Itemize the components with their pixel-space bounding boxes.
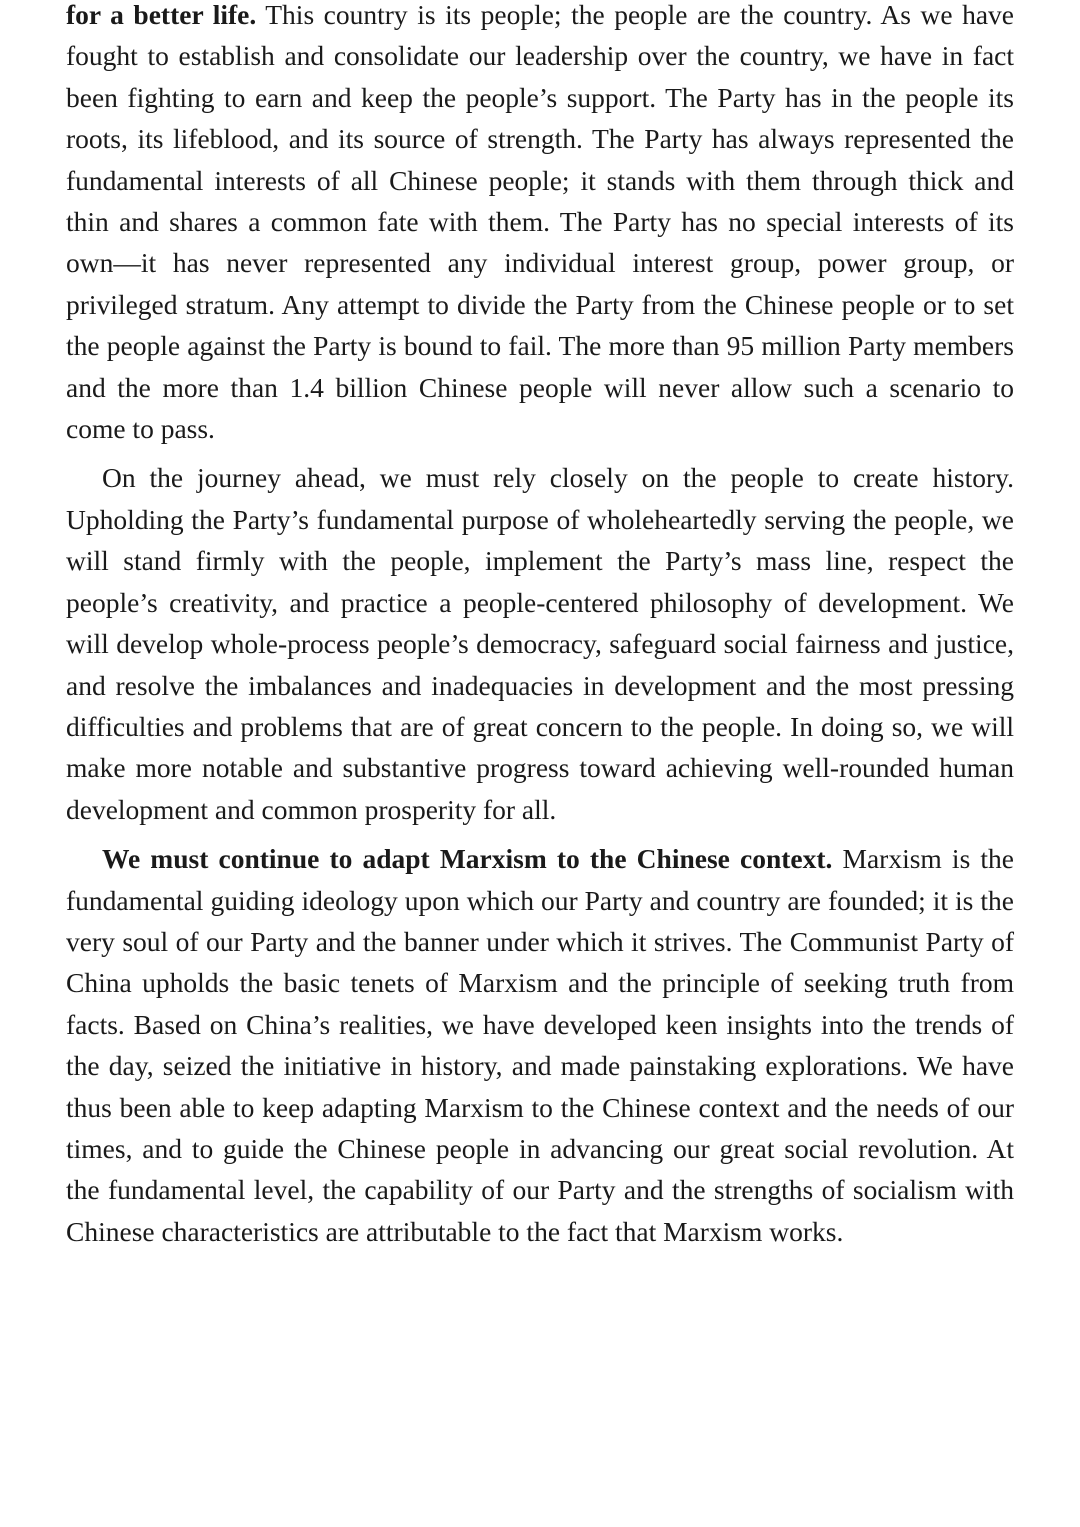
paragraph-body: This country is its people; the people are the country. As we have fought to establish and consolidate our leadership over the country, we have in fact been fighting to earn and keep the people’s support. The Party has in the people its roots, its lifeblood, and its source of strength. The Party has always represented the fundamental interests of all Chinese people; it stands with them through thick and thin and shares a common fate with them. The Party has no special interests of its own—it has never represented any individual interest group, power group, or privileged stratum. Any attempt to divide the Party from the Chinese people or to set the people against the Party is bound to fail. The more than 95 million Party members and the more than 1.4 billion Chinese people will never allow such a scenario to come to pass. xyxy=(66,0,1014,445)
paragraph-rely-on-people xyxy=(66,457,1014,830)
paragraph-lead-bold: for a better life. xyxy=(66,0,257,30)
paragraph-body: Marxism is the fundamental guiding ideology upon which our Party and country are founded; it is the very soul of our Party and the banner under which it strives. The Communist Party of China upholds the basic tenets of Marxism and the principle of seeking truth from facts. Based on China’s realities, we have developed keen insights into the trends of the day, seized the initiative in history, and made painstaking explorations. We have thus been able to keep adapting Marxism to the Chinese context and the needs of our times, and to guide the Chinese people in advancing our great social revolution. At the fundamental level, the capability of our Party and the strengths of socialism with Chinese characteristics are attributable to the fact that Marxism works. xyxy=(66,843,1014,1247)
paragraph-body: On the journey ahead, we must rely closely on the people to create history. Upholding the Party’s fundamental purpose of wholeheartedly serving the people, we will stand firmly with the people, implement the Party’s mass line, respect the people’s creativity, and practice a people-centered philosophy of development. We will develop whole-process people’s democracy, safeguard social fairness and justice, and resolve the imbalances and inadequacies in development and the most pressing difficulties and problems that are of great concern to the people. In doing so, we will make more notable and substantive progress toward achieving well-rounded human development and common prosperity for all. xyxy=(66,462,1014,825)
paragraph-lead-bold: We must continue to adapt Marxism to the Chinese context. xyxy=(102,843,833,875)
document-page xyxy=(66,0,1014,1252)
paragraph-adapt-marxism xyxy=(66,838,1014,1252)
paragraph-people-support xyxy=(66,0,1014,449)
